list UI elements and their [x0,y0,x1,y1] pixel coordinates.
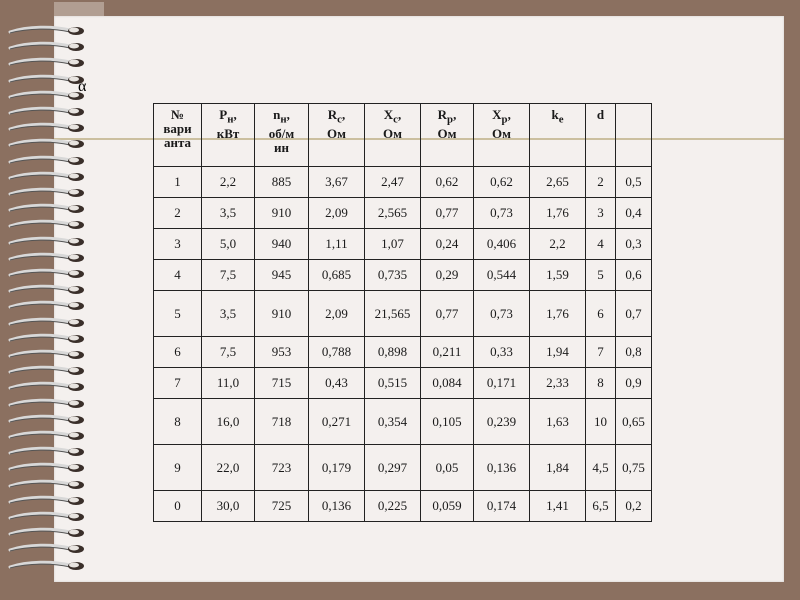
table-cell: 1,07 [365,229,421,260]
spiral-ring [8,316,86,330]
table-cell: 0,171 [474,368,530,399]
table-cell: 0,136 [309,491,365,522]
table-cell: 1,59 [530,260,586,291]
table-cell: 0,8 [616,337,652,368]
spiral-ring [8,218,86,232]
table-cell: 0,174 [474,491,530,522]
table-cell: 6 [154,337,202,368]
table-cell: 4,5 [586,445,616,491]
table-cell: 4 [154,260,202,291]
spiral-ring [8,73,86,87]
table-cell: 0,6 [616,260,652,291]
table-cell: 0,271 [309,399,365,445]
table-cell: 7,5 [202,260,255,291]
table-cell: 0,73 [474,198,530,229]
table-cell: 3 [154,229,202,260]
spiral-ring [8,40,86,54]
spiral-ring [8,510,86,524]
spiral-ring [8,461,86,475]
header-extra [616,104,652,167]
table-cell: 2,2 [202,167,255,198]
header-pn: $P_н$, кВт [202,104,255,167]
table-row [154,368,652,399]
table-cell: 3,67 [309,167,365,198]
page-tab [54,2,104,16]
table-cell: 8 [154,399,202,445]
header-ke: $k_е$ [530,104,586,167]
spiral-ring [8,559,86,573]
spiral-ring [8,154,86,168]
header-d: d [586,104,616,167]
header-rr: $R_р$, Ом [421,104,474,167]
table-cell: 2,09 [309,198,365,229]
table-cell: 0 [154,491,202,522]
table-cell: 0,43 [309,368,365,399]
table-cell: 940 [255,229,309,260]
table-cell: 1,76 [530,198,586,229]
spiral-ring [8,56,86,70]
table-cell: 0,9 [616,368,652,399]
spiral-ring [8,24,86,38]
table-cell: 0,239 [474,399,530,445]
table-cell: 0,406 [474,229,530,260]
table-cell: 0,77 [421,291,474,337]
header-nn: $n_н$, об/м ин [255,104,309,167]
table-header-row [154,104,652,167]
table-cell: 2,33 [530,368,586,399]
table-cell: 0,05 [421,445,474,491]
table-cell: 0,515 [365,368,421,399]
table-cell: 1,94 [530,337,586,368]
table-cell: 5 [586,260,616,291]
table-row [154,445,652,491]
spiral-ring [8,251,86,265]
table-cell: 0,735 [365,260,421,291]
table-cell: 0,084 [421,368,474,399]
spiral-ring [8,364,86,378]
spiral-ring [8,445,86,459]
alpha-marker: α [78,78,87,95]
table-cell: 1,63 [530,399,586,445]
header-rc: $R_с$, Ом [309,104,365,167]
spiral-ring [8,105,86,119]
table-cell: 2,47 [365,167,421,198]
table-cell: 910 [255,198,309,229]
table-cell: 11,0 [202,368,255,399]
spiral-ring [8,137,86,151]
table-cell: 0,059 [421,491,474,522]
table-cell: 2 [154,198,202,229]
table-cell: 5 [154,291,202,337]
table-cell: 715 [255,368,309,399]
table-cell: 0,225 [365,491,421,522]
table-cell: 21,565 [365,291,421,337]
table-cell: 910 [255,291,309,337]
spiral-ring [8,121,86,135]
table-cell: 2,2 [530,229,586,260]
table-cell: 9 [154,445,202,491]
variants-table [153,103,652,522]
table-cell: 0,33 [474,337,530,368]
table-row [154,260,652,291]
table-cell: 0,75 [616,445,652,491]
spiral-ring [8,348,86,362]
table-cell: 0,105 [421,399,474,445]
table-cell: 0,297 [365,445,421,491]
spiral-ring [8,283,86,297]
table-cell: 1,76 [530,291,586,337]
table-cell: 718 [255,399,309,445]
spiral-ring [8,235,86,249]
table-cell: 7 [154,368,202,399]
table-cell: 2,09 [309,291,365,337]
spiral-ring [8,202,86,216]
table-cell: 1,11 [309,229,365,260]
table-cell: 5,0 [202,229,255,260]
spiral-ring [8,542,86,556]
table-cell: 22,0 [202,445,255,491]
table-cell: 0,29 [421,260,474,291]
table-cell: 7 [586,337,616,368]
header-xc: $X_с$, Ом [365,104,421,167]
table-cell: 8 [586,368,616,399]
table-cell: 0,211 [421,337,474,368]
spiral-binding [8,24,88,584]
spiral-ring [8,397,86,411]
table-cell: 0,354 [365,399,421,445]
table-row [154,291,652,337]
table-cell: 885 [255,167,309,198]
table-cell: 1 [154,167,202,198]
table-cell: 6,5 [586,491,616,522]
table-cell: 725 [255,491,309,522]
table-cell: 0,5 [616,167,652,198]
spiral-ring [8,478,86,492]
header-variant: № вари анта [154,104,202,167]
spiral-ring [8,267,86,281]
table-row [154,399,652,445]
table-cell: 0,65 [616,399,652,445]
table-cell: 0,2 [616,491,652,522]
table-cell: 0,544 [474,260,530,291]
spiral-ring [8,526,86,540]
table-cell: 0,62 [474,167,530,198]
table-cell: 0,136 [474,445,530,491]
spiral-ring [8,299,86,313]
table-cell: 1,84 [530,445,586,491]
table-cell: 3 [586,198,616,229]
table-cell: 0,179 [309,445,365,491]
table-cell: 6 [586,291,616,337]
table-cell: 0,7 [616,291,652,337]
table-row [154,198,652,229]
table-cell: 3,5 [202,291,255,337]
spiral-ring [8,429,86,443]
table-cell: 2,565 [365,198,421,229]
spiral-ring [8,170,86,184]
table-cell: 0,62 [421,167,474,198]
table-cell: 16,0 [202,399,255,445]
table-cell: 0,24 [421,229,474,260]
table-cell: 3,5 [202,198,255,229]
table-cell: 953 [255,337,309,368]
table-row [154,167,652,198]
table-cell: 0,3 [616,229,652,260]
table-cell: 0,788 [309,337,365,368]
spiral-ring [8,494,86,508]
table-cell: 2 [586,167,616,198]
header-xr: $X_р$, Ом [474,104,530,167]
table-cell: 10 [586,399,616,445]
table-cell: 0,77 [421,198,474,229]
spiral-ring [8,332,86,346]
table-cell: 723 [255,445,309,491]
table-row [154,491,652,522]
table-cell: 7,5 [202,337,255,368]
spiral-ring [8,186,86,200]
spiral-ring [8,413,86,427]
spiral-ring [8,380,86,394]
table-cell: 945 [255,260,309,291]
table-row [154,337,652,368]
table-cell: 2,65 [530,167,586,198]
table-cell: 0,4 [616,198,652,229]
table-cell: 0,73 [474,291,530,337]
table-cell: 0,685 [309,260,365,291]
table-cell: 30,0 [202,491,255,522]
table-cell: 0,898 [365,337,421,368]
spiral-ring [8,89,86,103]
table-cell: 1,41 [530,491,586,522]
table-cell: 4 [586,229,616,260]
table-row [154,229,652,260]
